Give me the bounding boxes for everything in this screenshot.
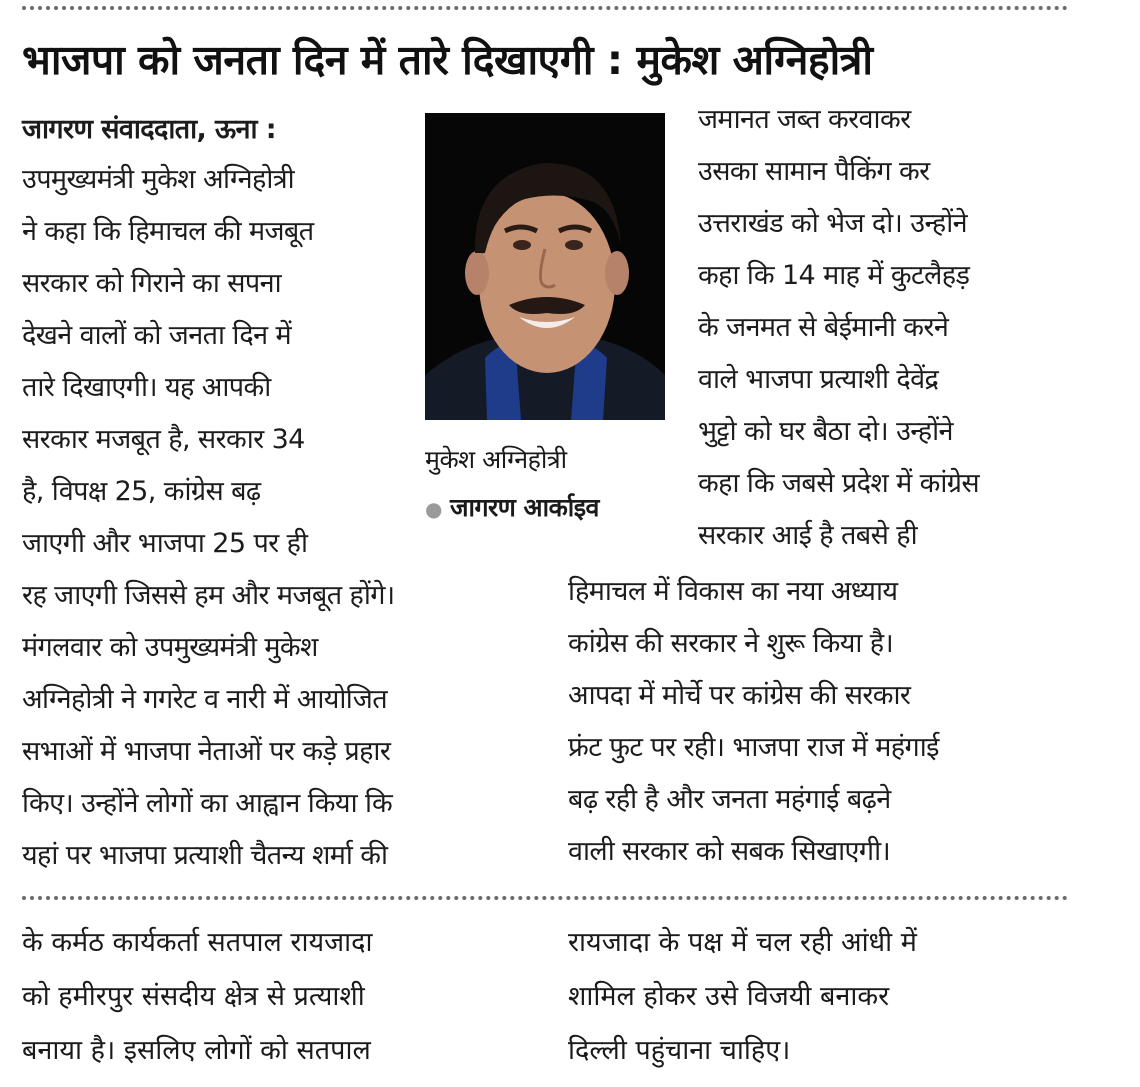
- bullet-icon: ●: [425, 497, 442, 521]
- photo-caption-name: मुकेश अग्निहोत्री: [425, 445, 567, 474]
- body-line: यहां पर भाजपा प्रत्याशी चैतन्य शर्मा की: [22, 840, 388, 871]
- body-line: जाएगी और भाजपा 25 पर ही: [22, 528, 308, 559]
- portrait-illustration: [425, 113, 665, 420]
- continuation-line: दिल्ली पहुंचाना चाहिए।: [568, 1035, 791, 1066]
- body-line: सरकार मजबूत है, सरकार 34: [22, 424, 305, 455]
- body-line: देखने वालों को जनता दिन में: [22, 320, 292, 351]
- body-line: सरकार आई है तबसे ही: [698, 520, 917, 551]
- body-line: सभाओं में भाजपा नेताओं पर कड़े प्रहार: [22, 736, 391, 767]
- body-line: कांग्रेस की सरकार ने शुरू किया है।: [568, 628, 894, 659]
- body-line: मंगलवार को उपमुख्यमंत्री मुकेश: [22, 632, 318, 663]
- body-line: ने कहा कि हिमाचल की मजबूत: [22, 216, 314, 247]
- body-line: किए। उन्होंने लोगों का आह्वान किया कि: [22, 788, 393, 819]
- body-line: आपदा में मोर्चे पर कांग्रेस की सरकार: [568, 680, 911, 711]
- body-line: उत्तराखंड को भेज दो। उन्होंने: [698, 208, 968, 239]
- continuation-line: रायजादा के पक्ष में चल रही आंधी में: [568, 927, 917, 958]
- section-divider: [22, 896, 1068, 900]
- body-line: अग्निहोत्री ने गगरेट व नारी में आयोजित: [22, 684, 387, 715]
- body-line: बढ़ रही है और जनता महंगाई बढ़ने: [568, 784, 891, 815]
- photo-credit: [425, 490, 599, 527]
- portrait-photo: [425, 113, 665, 420]
- continuation-line: को हमीरपुर संसदीय क्षेत्र से प्रत्याशी: [22, 981, 365, 1012]
- body-line: जमानत जब्त करवाकर: [698, 104, 911, 135]
- body-line: हिमाचल में विकास का नया अध्याय: [568, 576, 898, 607]
- body-line: के जनमत से बेईमानी करने: [698, 312, 949, 343]
- body-line: है, विपक्ष 25, कांग्रेस बढ़: [22, 476, 261, 507]
- photo-credit-text: जागरण आर्काइव: [449, 493, 599, 522]
- body-line: भुट्टो को घर बैठा दो। उन्होंने: [698, 416, 953, 447]
- body-line: तारे दिखाएगी। यह आपकी: [22, 372, 271, 403]
- body-line: फ्रंट फुट पर रही। भाजपा राज में महंगाई: [568, 732, 939, 763]
- continuation-line: बनाया है। इसलिए लोगों को सतपाल: [22, 1035, 371, 1066]
- body-line: रह जाएगी जिससे हम और मजबूत होंगे।: [22, 580, 395, 611]
- body-line: उपमुख्यमंत्री मुकेश अग्निहोत्री: [22, 164, 295, 195]
- body-line: उसका सामान पैकिंग कर: [698, 156, 930, 187]
- top-divider: [22, 6, 1068, 10]
- body-line: वाली सरकार को सबक सिखाएगी।: [568, 836, 891, 867]
- headline: भाजपा को जनता दिन में तारे दिखाएगी : मुकेश अग्निहोत्री: [22, 36, 873, 84]
- body-line: कहा कि जबसे प्रदेश में कांग्रेस: [698, 468, 980, 499]
- dateline: जागरण संवाददाता, ऊना :: [22, 114, 276, 145]
- body-line: कहा कि 14 माह में कुटलैहड़: [698, 260, 970, 291]
- body-line: वाले भाजपा प्रत्याशी देवेंद्र: [698, 364, 939, 395]
- body-line: सरकार को गिराने का सपना: [22, 268, 282, 299]
- continuation-line: शामिल होकर उसे विजयी बनाकर: [568, 981, 890, 1012]
- continuation-line: के कर्मठ कार्यकर्ता सतपाल रायजादा: [22, 927, 373, 958]
